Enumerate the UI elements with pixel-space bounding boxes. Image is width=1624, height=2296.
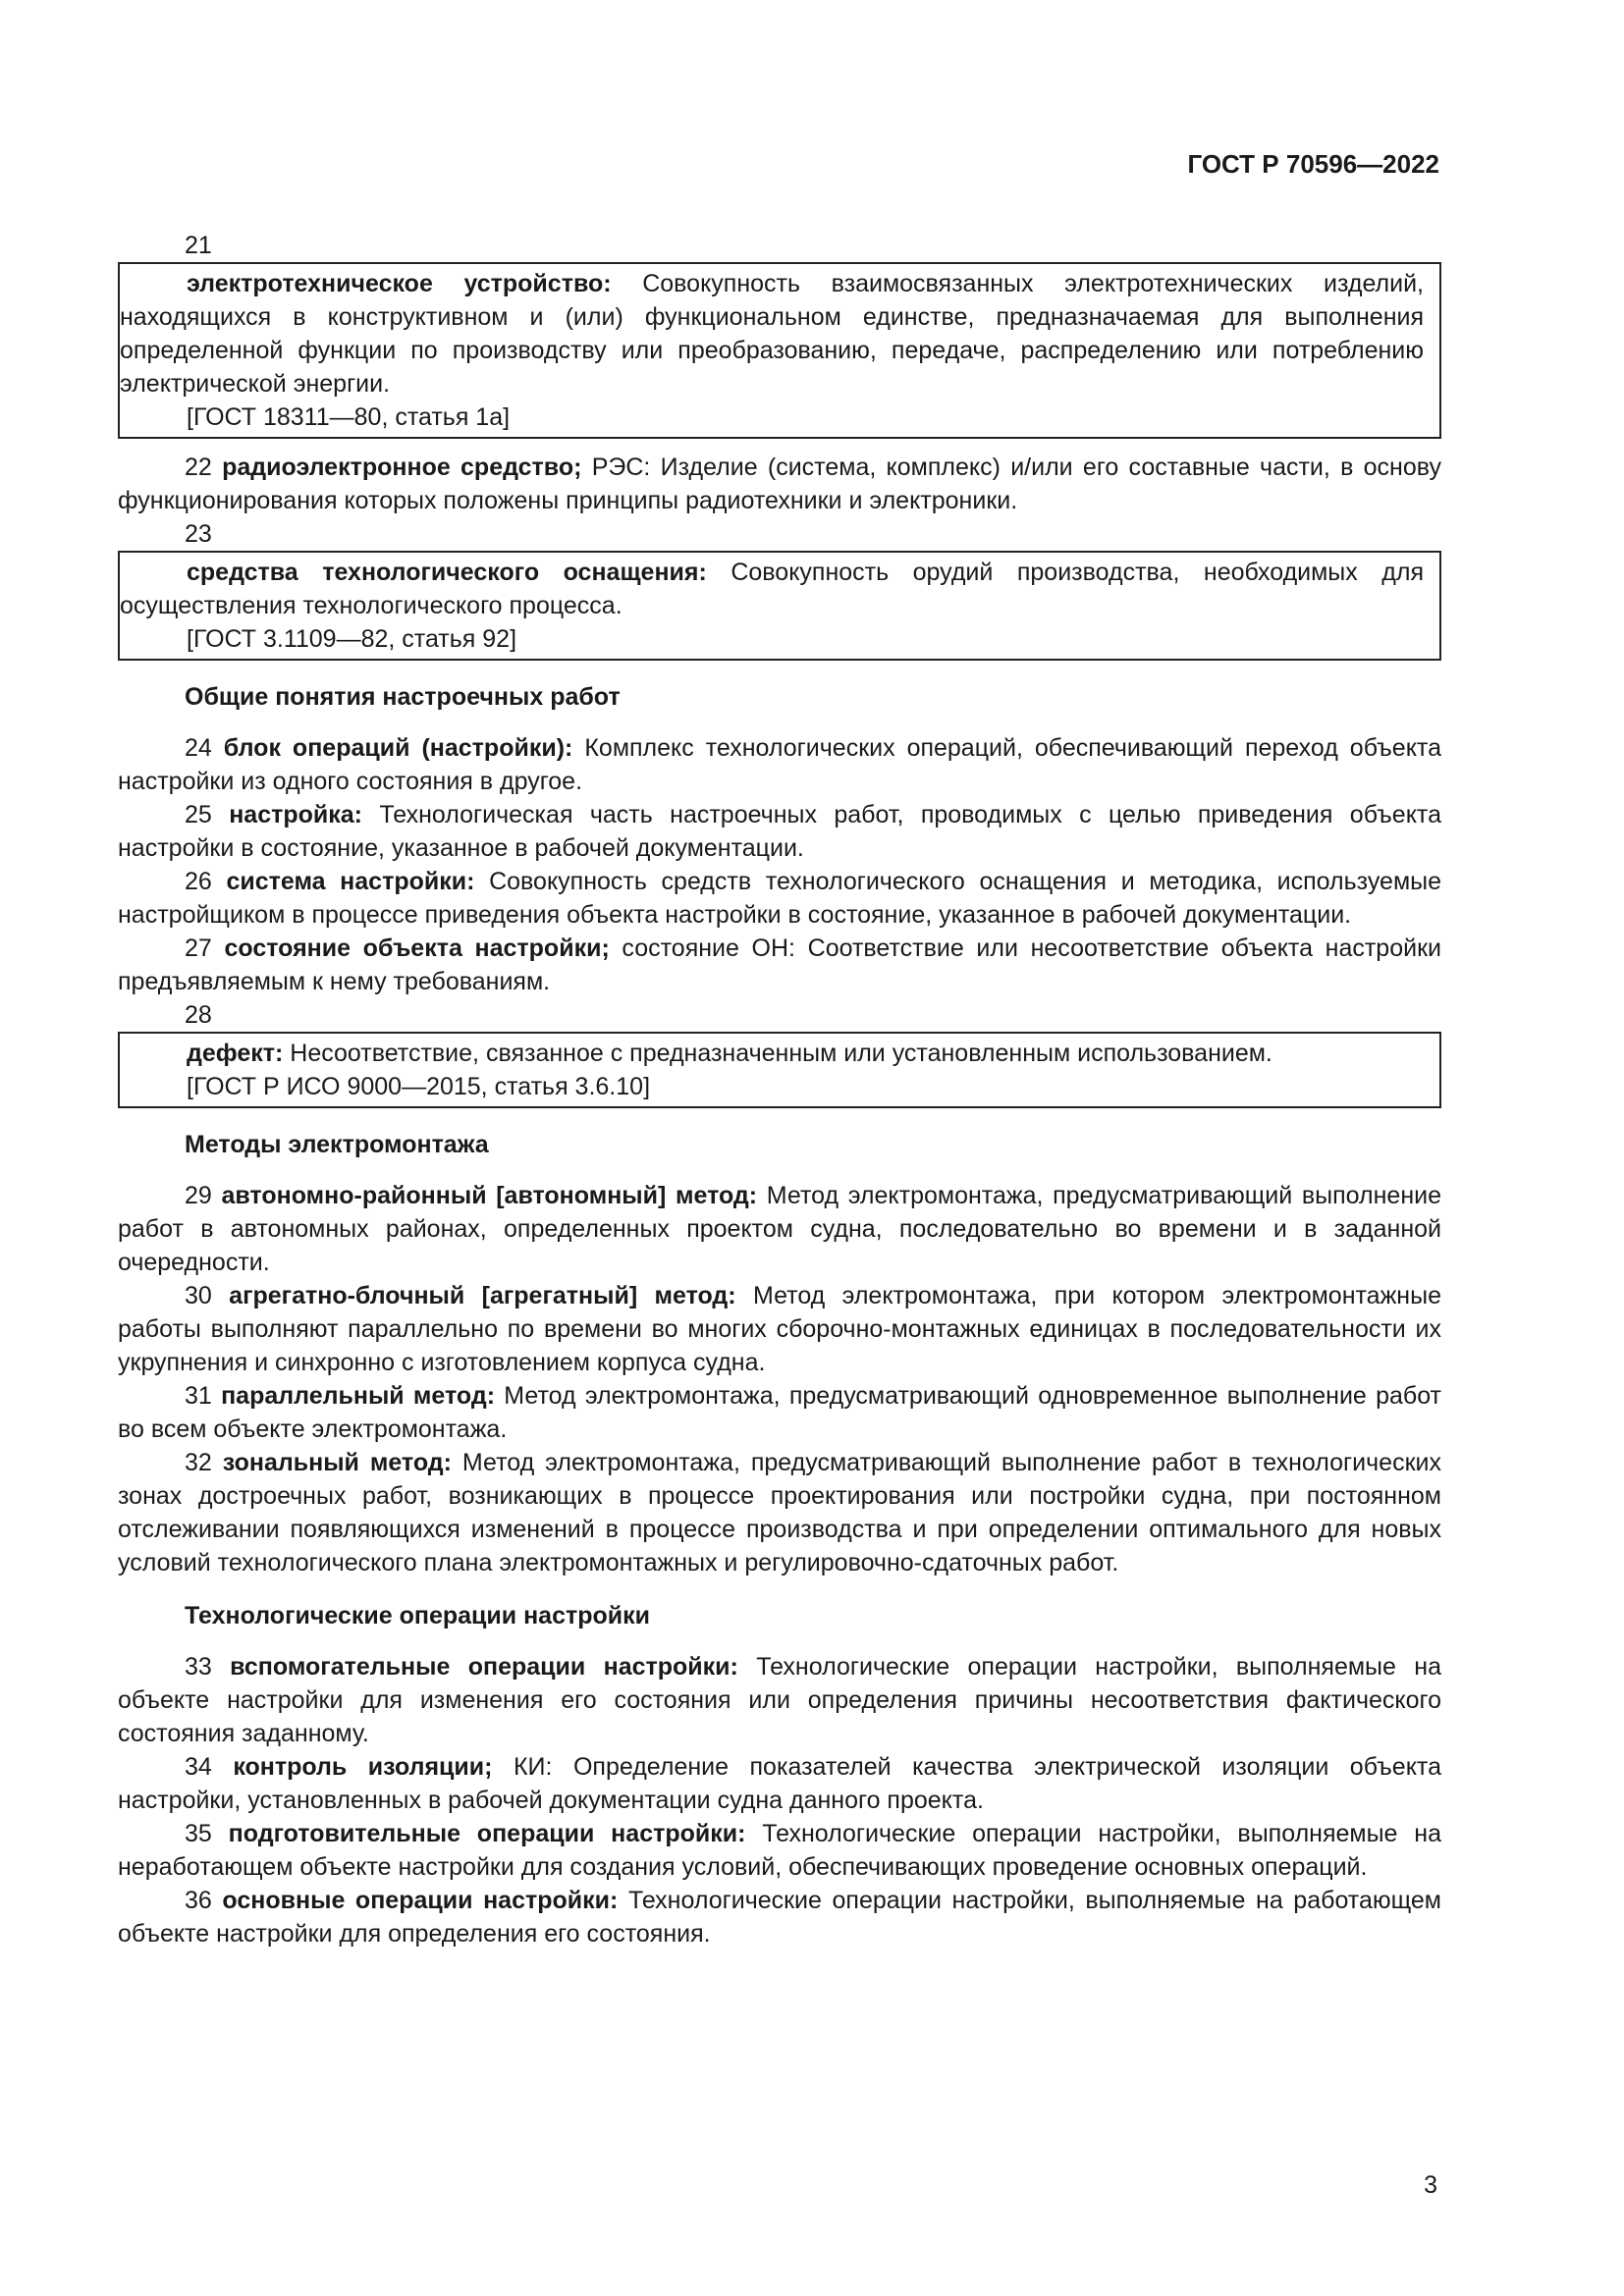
entry-number: 22 [185, 454, 212, 481]
definition-paragraph [120, 267, 1424, 400]
definition-paragraph [118, 731, 1441, 798]
source-reference: [ГОСТ 18311—80, статья 1а] [187, 403, 511, 431]
definition: состояние ОН: Соответствие или несоответствие объекта настройки предъявляемым к нему требованиям. [118, 934, 1441, 995]
term: система настройки: [226, 868, 475, 895]
definition-paragraph [118, 1379, 1441, 1446]
term: вспомогательные операции настройки: [230, 1653, 738, 1681]
quoted-definition-box [118, 262, 1441, 439]
term: основные операции настройки: [222, 1887, 619, 1914]
definition: Метод электромонтажа, предусматривающий выполнение работ в технологических зонах достроечных работ, возникающих в процессе проектирования или постройки судна, при постоянном отслеживании появляющихся изменений в процессе производства и при определении оптимального для новых условий технологического плана электромонтажных и регулировочно-сдаточных работ. [118, 1449, 1441, 1576]
section-heading: Технологические операции настройки [185, 1602, 651, 1629]
definition-paragraph [118, 932, 1441, 998]
source-reference: [ГОСТ Р ИСО 9000—2015, статья 3.6.10] [187, 1073, 651, 1100]
term: радиоэлектронное средство; [222, 454, 582, 481]
definition-paragraph [118, 865, 1441, 932]
definition: КИ: Определение показателей качества электрической изоляции объекта настройки, установленных в рабочей документации судна данного проекта. [118, 1753, 1442, 1814]
definition-paragraph [118, 1179, 1441, 1279]
term: состояние объекта настройки; [224, 934, 610, 962]
definition-paragraph [120, 556, 1424, 622]
document-code: ГОСТ Р 70596—2022 [1187, 149, 1439, 179]
quoted-definition-box [118, 1032, 1441, 1108]
term: настройка: [229, 801, 363, 828]
source-reference: [ГОСТ 3.1109—82, статья 92] [187, 625, 517, 653]
definition: РЭС: Изделие (система, комплекс) и/или его составные части, в основу функционирования которых положены принципы радиотехники и электроники. [118, 454, 1442, 514]
document-body [118, 229, 1441, 1950]
definition-paragraph [118, 1884, 1441, 1950]
definition: Технологические операции настройки, выполняемые на неработающем объекте настройки для создания условий, обеспечивающих проведение основных операций. [118, 1820, 1441, 1881]
term: агрегатно-блочный [агрегатный] метод: [229, 1282, 736, 1309]
term: автономно-районный [автономный] метод: [221, 1182, 758, 1209]
entry-number: 27 [185, 934, 212, 962]
definition: Несоответствие, связанное с предназначенным или установленным использованием. [283, 1040, 1272, 1067]
definition-paragraph [118, 1650, 1441, 1750]
entry-number: 25 [185, 801, 212, 828]
entry-number: 28 [185, 1001, 212, 1029]
definition-paragraph [120, 1037, 1424, 1070]
section-heading: Общие понятия настроечных работ [185, 683, 621, 711]
section-heading: Методы электромонтажа [185, 1131, 489, 1158]
definition: Совокупность взаимосвязанных электротехнических изделий, находящихся в конструктивном и (или) функциональном единстве, предназначаемая для выполнения определенной функции по производству или преобразованию, передаче, распределению или потреблению электрической энергии. [120, 270, 1424, 398]
entry-number: 23 [185, 520, 212, 548]
term: контроль изоляции; [233, 1753, 493, 1781]
entry-number: 32 [185, 1449, 212, 1476]
entry-number: 26 [185, 868, 212, 895]
definition: Технологические операции настройки, выполняемые на работающем объекте настройки для определения его состояния. [118, 1887, 1441, 1948]
definition: Совокупность средств технологического оснащения и методика, используемые настройщиком в процессе приведения объекта настройки в состояние, указанное в рабочей документации. [118, 868, 1442, 929]
definition: Технологические операции настройки, выполняемые на объекте настройки для изменения его состояния или определения причины несоответствия фактического состояния заданному. [118, 1653, 1441, 1747]
definition: Комплекс технологических операций, обеспечивающий переход объекта настройки из одного состояния в другое. [118, 734, 1441, 795]
definition: Метод электромонтажа, предусматривающий выполнение работ в автономных районах, определенных проектом судна, последовательно во времени и в заданной очередности. [118, 1182, 1441, 1276]
definition: Совокупность орудий производства, необходимых для осуществления технологического процесса. [120, 559, 1424, 619]
entry-number: 30 [185, 1282, 212, 1309]
definition: Технологическая часть настроечных работ, проводимых с целью приведения объекта настройки в состояние, указанное в рабочей документации. [118, 801, 1441, 862]
entry-number: 34 [185, 1753, 212, 1781]
entry-number: 29 [185, 1182, 212, 1209]
term: электротехническое устройство: [187, 270, 612, 297]
entry-number: 33 [185, 1653, 212, 1681]
term: зональный метод: [222, 1449, 452, 1476]
definition-paragraph [118, 1750, 1441, 1817]
entry-number: 21 [185, 232, 212, 259]
page-number: 3 [1424, 2171, 1437, 2199]
definition-paragraph [118, 1817, 1441, 1884]
term: средства технологического оснащения: [187, 559, 707, 586]
entry-number: 31 [185, 1382, 212, 1410]
definition-paragraph [118, 1279, 1441, 1379]
term: параллельный метод: [221, 1382, 496, 1410]
definition-paragraph [118, 798, 1441, 865]
entry-number: 35 [185, 1820, 212, 1847]
term: подготовительные операции настройки: [228, 1820, 746, 1847]
definition-paragraph [118, 1446, 1441, 1579]
term: блок операций (настройки): [223, 734, 573, 762]
definition: Метод электромонтажа, при котором электромонтажные работы выполняют параллельно по времени во многих сборочно-монтажных единицах в последовательности их укрупнения и синхронно с изготовлением корпуса судна. [118, 1282, 1441, 1376]
term: дефект: [187, 1040, 284, 1067]
entry-number: 36 [185, 1887, 212, 1914]
definition: Метод электромонтажа, предусматривающий одновременное выполнение работ во всем объекте электромонтажа. [118, 1382, 1441, 1443]
entry-number: 24 [185, 734, 212, 762]
quoted-definition-box [118, 551, 1441, 661]
definition-paragraph [118, 451, 1441, 517]
